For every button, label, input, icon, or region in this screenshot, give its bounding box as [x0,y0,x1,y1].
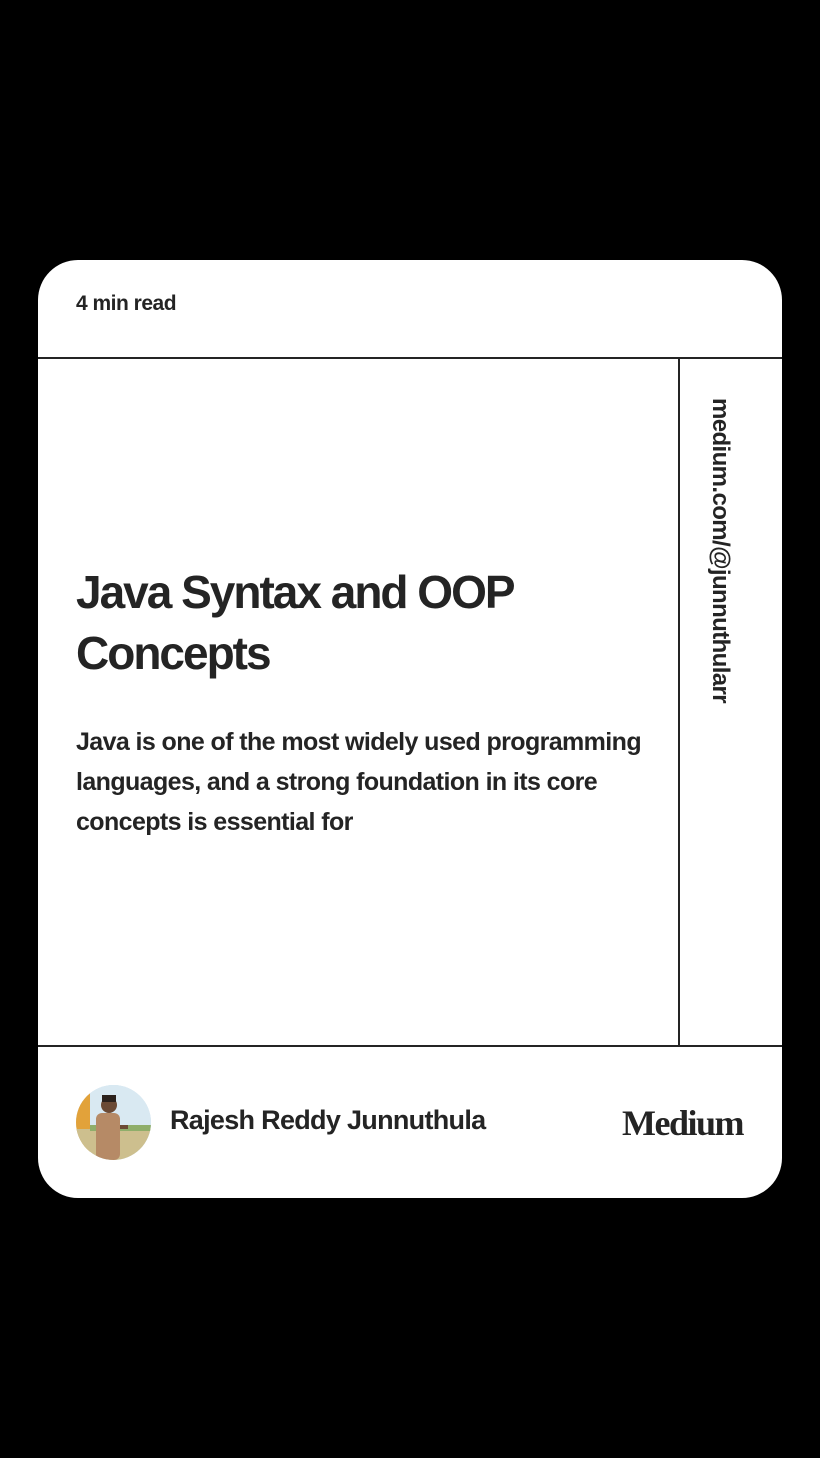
author-name[interactable]: Rajesh Reddy Junnuthula [170,1105,486,1135]
avatar[interactable] [76,1085,151,1160]
article-excerpt: Java is one of the most widely used programming languages, and a strong foundation in its core concepts is essential for [76,728,641,836]
read-time: 4 min read [76,292,177,315]
article-card[interactable] [38,260,782,1198]
article-title[interactable]: Java Syntax and OOP Concepts [76,566,513,679]
medium-logo[interactable]: Medium [622,1103,743,1143]
author-photo-icon [76,1085,151,1160]
article-main [76,359,646,1045]
divider-bottom [38,1045,782,1047]
divider-vertical [678,357,680,1047]
profile-url[interactable]: medium.com/@junnuthularr [707,398,734,704]
